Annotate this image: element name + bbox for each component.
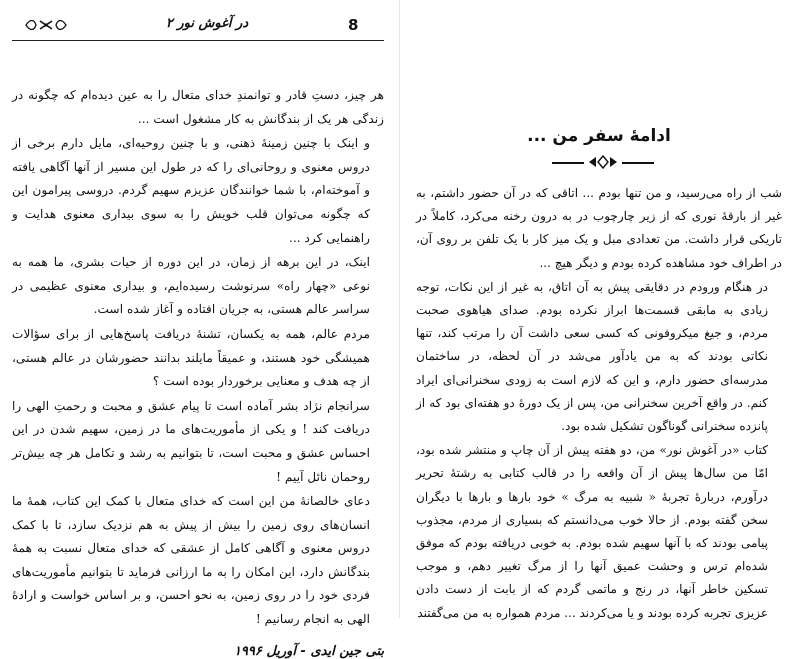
paragraph: اینک، در این برهه از زمان، در این دوره از حیات بشری، ما همه به نوعی «چهار راه» سرنوشت رسیده‌ایم، و بیداری معنوی عظیمی در سراسر عالم هستی، به جریان افتاده و آغاز شده است. — [12, 255, 370, 317]
rule-line — [552, 162, 584, 164]
paragraph: سرانجام نژاد بشر آماده است تا پیام عشق و محبت و رحمتِ الهی را دریافت کند ! و یکی از مأموریت‌های ما در زمین، سهیم شدن در این احساس عشق و محبت است، تا بتوانیم به رشد و تکامل هر چه بیش‌تر روحمان نائل آییم ! — [12, 398, 370, 484]
running-title: در آغوش نور ۲ — [165, 16, 249, 31]
chapter-heading-rule — [416, 152, 782, 174]
paragraph: هر چیز، دستِ قادر و توانمندِ خدای متعال را به عین دیده‌ام که چگونه در زندگی هر یک از بندگانش به کار مشغول است ... — [12, 88, 384, 126]
paragraph: در هنگام ورودم در دقایقی پیش به آن اتاق، به غیر از این نکات، توجه زیادی به مابقی قسمت‌ها ابراز نکرده بودم. صدای هیاهوی صحبت مردم، و جیغ میکروفونی که کسی سعی داشت آن را مرتب کند، تنها نکاتی بودند که به من یادآور می‌شد در آن لحظه، در ساختمان مدرسه‌ای حضور دارم، و این که لازم است به زودی سخنرانی‌ای ایراد کنم. در واقع آخرین سخنرانی من، پس از یک دورهٔ دو هفته‌ای بود که از پانزده سخنرانی گوناگون تشکیل شده بود. — [416, 279, 768, 434]
right-page — [400, 0, 800, 618]
page-number: 8 — [348, 16, 359, 34]
paragraph: شب از راه می‌رسید، و من تنها بودم ... اتاقی که در آن حضور داشتم، به غیر از بارقهٔ نوری که از زیر چارچوب در به درون رخنه می‌کرد، کاملاً در تاریکی قرار داشت. من تعدادی مبل و یک میز کار با یک تلفن بر روی آن، در اطراف خود مشاهده کرده بودم و دیگر هیچ ... — [416, 186, 782, 270]
chapter-title: ادامهٔ سفر من ... — [527, 126, 671, 146]
paragraph: مردم عالم، همه به یکسان، تشنهٔ دریافت پاسخ‌هایی از برای سؤالات همیشگی خود هستند، و عمیقاً مایلند بدانند حضورشان در عالم هستی، از چه هدف و معنایی برخوردار بوده است ؟ — [12, 326, 370, 389]
left-page-body — [12, 84, 384, 632]
chapter-ornament-icon — [586, 154, 620, 170]
paragraph: و اینک با چنین زمینهٔ ذهنی، و با چنین روحیه‌ای، مایل دارم برخی از دروس معنوی و روحانی‌ای را که در طول این مسیر از آنها آگاهی یافته و آموخته‌ام، با شما خوانندگان عزیزم سهیم گردم. دروسی پیرامون این که چگونه می‌توان قلب خویش را به سوی بیداری معنوی هدایت و راهنمایی کرد ... — [12, 136, 370, 245]
paragraph: کتاب «در آغوش نور» من، دو هفته پیش از آن چاپ و منتشر شده بود، امّا من سال‌ها پیش از آن واقعه را در قالب کتابی به رشتهٔ تحریر درآورم، دربارهٔ تجربهٔ « شبیه به مرگ » خود بارها و بارها با دیگران سخن گفته بودم. از حالا خوب می‌دانستم که بسیاری از مردم، مجذوب پیامی بودند که با آنها سهیم شده بودم. به خوبی دریافته بودم که موفق شده‌ام ترس و وحشت عمیق آنها را از مرگ تغییر دهم، و موجب تسکین خاطر آنها، در رنج و ماتمی گردم که از بابت از دست دادن عزیزی تجربه کرده بودند و یا می‌کردند ... مردم همواره به من می‌گفتند — [416, 443, 768, 620]
left-page-header — [12, 14, 384, 54]
author-signature: بتی جین ایدی - آوریل ۱۹۹۶ — [233, 643, 384, 659]
paragraph: دعای خالصانهٔ من این است که خدای متعال با کمک این کتاب، همهٔ ما انسان‌های روی زمین را بیش از پیش به هم نزدیک سازد، تا با کمک دروس معنوی و آگاهی کامل از عشقی که خدای متعال نسبت به همهٔ بندگانش دارد، این امکان را به ما ارزانی فرماید تا بتوانیم مأموریت‌های فردی خود را در روی زمین، به نحو احسن، و بر اساس خواست و ارادهٔ الهی به انجام رسانیم ! — [12, 494, 370, 627]
header-ornament-icon — [24, 18, 68, 32]
header-rule — [12, 40, 384, 41]
right-page-body — [416, 182, 782, 625]
rule-line — [622, 162, 654, 164]
